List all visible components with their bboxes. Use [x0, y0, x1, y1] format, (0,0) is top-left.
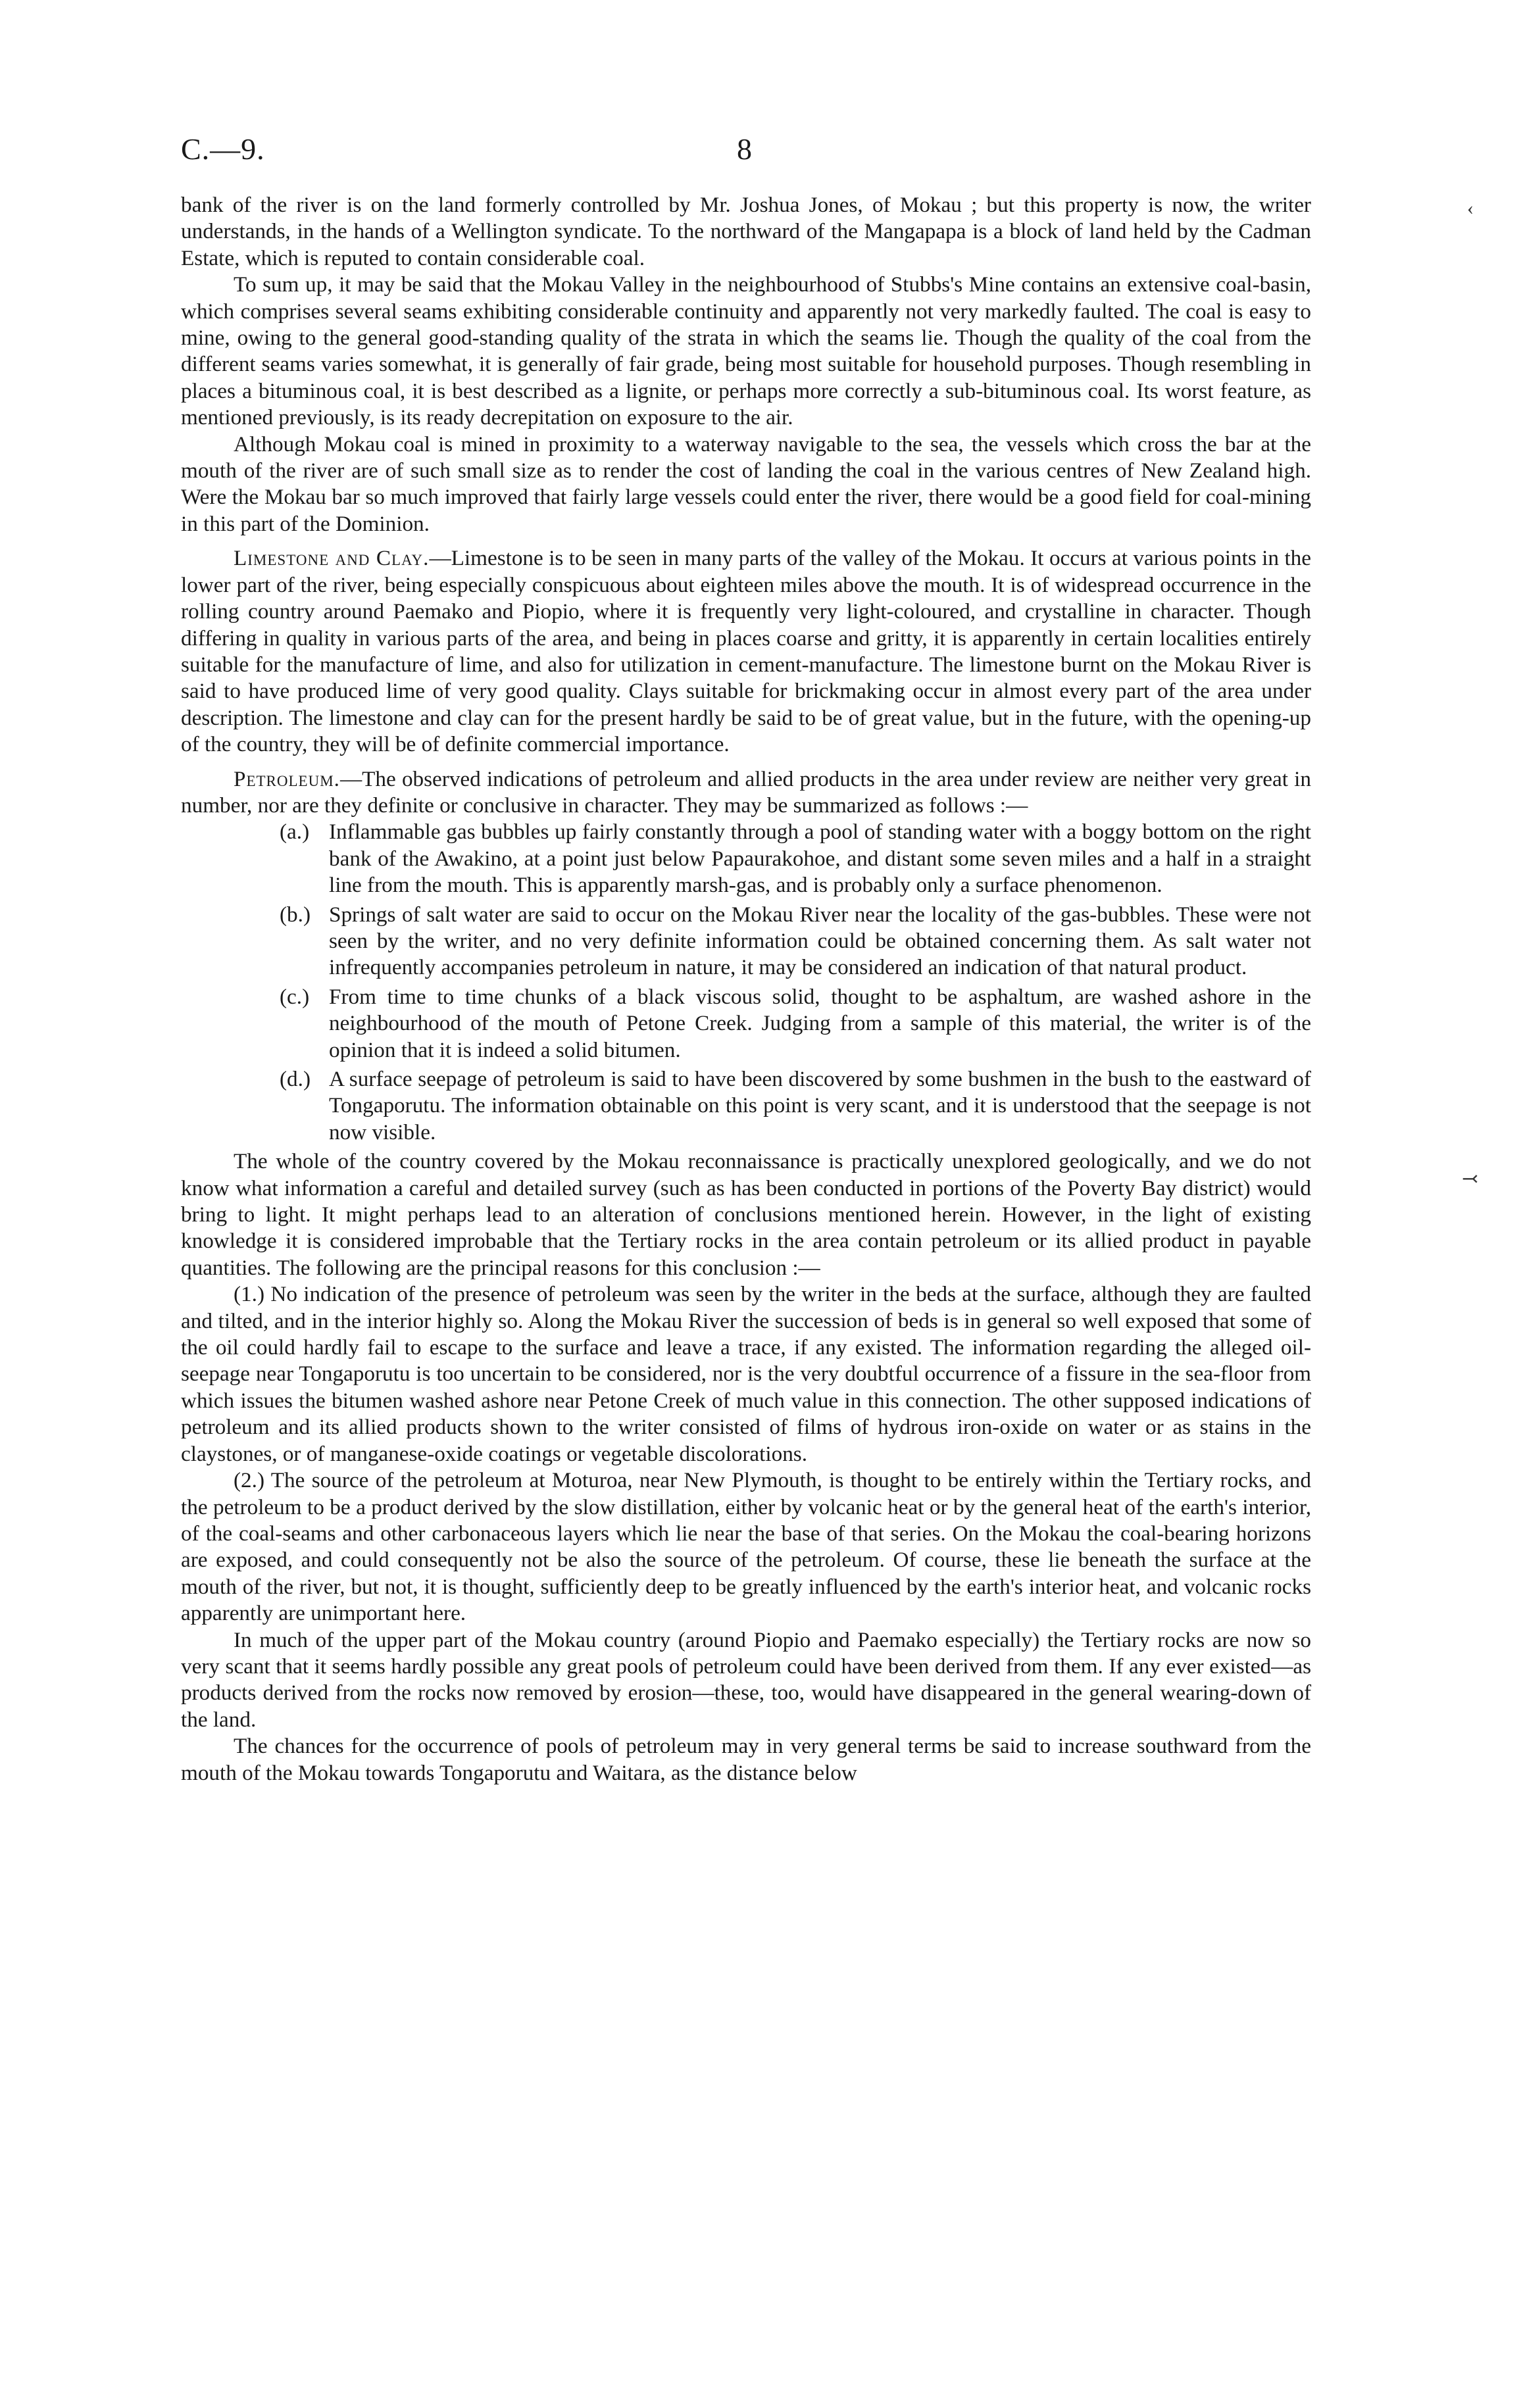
margin-mark-icon: ‹: [1467, 197, 1474, 219]
paragraph: In much of the upper part of the Mokau country (around Piopio and Paemako especially) the Tertiary rocks are now so very scant that it seems hardly possible any great pools of petroleum could have been derived from them. If any ever existed—as products derived from the rocks now removed by erosion—these, too, would have disappeared in the general wearing-down of the land.: [181, 1627, 1311, 1732]
section-heading-limestone: Limestone and Clay.: [234, 546, 430, 571]
limestone-text: —Limestone is to be seen in many parts of the valley of the Mokau. It occurs at various points in the lower part of the river, being especially conspicuous about eighteen miles above the mouth. It is of widespread occurrence in the rolling country around Paemako and Piopio, where it is frequently very light-coloured, and crystalline in character. Though differing in quality in various parts of the area, and being in places coarse and gritty, it is apparently in certain localities entirely suitable for the manufacture of lime, and also for utilization in cement-manufacture. The limestone burnt on the Mokau River is said to have produced lime of very good quality. Clays suitable for brickmaking occur in almost every part of the area under description. The limestone and clay can for the present hardly be said to be of great value, but in the future, with the opening-up of the country, they will be of definite commercial importance.: [181, 546, 1312, 757]
paragraph: (2.) The source of the petroleum at Moturoa, near New Plymouth, is thought to be entirely within the Tertiary rocks, and the petroleum to be a product derived by the slow distillation, either by volcanic heat or by the general heat of the earth's interior, of the coal-seams and other carbonaceous layers which lie near the base of that series. On the Mokau the coal-bearing horizons are exposed, and could consequently not be also the source of the petroleum. Of course, these lie beneath the surface at the mouth of the river, but not, it is thought, sufficiently deep to be greatly influenced by the earth's interior heat, and volcanic rocks apparently are unimportant here.: [181, 1468, 1311, 1626]
list-item: [181, 1066, 1311, 1146]
item-label: (b.): [280, 902, 311, 927]
list-item: [181, 984, 1311, 1064]
indication-list: [181, 819, 1311, 1146]
paragraph: The whole of the country covered by the Mokau reconnaissance is practically unexplored geologically, and we do not know what information a careful and detailed survey (such as has been conducted in portions of the Poverty Bay district) would bring to light. It might perhaps lead to an alteration of conclusions mentioned herein. However, in the light of existing knowledge it is considered improbable that the Tertiary rocks in the area contain petroleum or its allied product in payable quantities. The following are the principal reasons for this conclusion :—: [181, 1149, 1311, 1280]
item-label: (d.): [280, 1067, 311, 1091]
item-text: From time to time chunks of a black viscous solid, thought to be asphaltum, are washed ashore in the neighbourhood of the mouth of Petone Creek. Judging from a sample of this material, the writer is of the opinion that it is indeed a solid bitumen.: [329, 984, 1311, 1062]
list-item: [181, 902, 1311, 981]
limestone-section: [181, 545, 1311, 758]
item-label: (c.): [280, 984, 310, 1009]
item-text: Inflammable gas bubbles up fairly constantly through a pool of standing water with a boggy bottom on the right bank of the Awakino, at a point just below Papaurakohoe, and distant some seven miles and a half in a straight line from the mouth. This is apparently marsh-gas, and is probably only a surface phenomenon.: [329, 820, 1311, 898]
document-reference: C.—9.: [181, 132, 265, 166]
item-text: A surface seepage of petroleum is said to have been discovered by some bushmen in the bush to the eastward of Tongaporutu. The information obtainable on this point is very scant, and it is understood that the seepage is not now visible.: [329, 1067, 1311, 1144]
page-header: [181, 132, 1312, 178]
paragraph: bank of the river is on the land formerly controlled by Mr. Joshua Jones, of Mokau ; but this property is now, the writer understands, in the hands of a Wellington syndicate. To the northward of the Mangapapa is a block of land held by the Cadman Estate, which is reputed to contain considerable coal.: [181, 193, 1311, 270]
margin-mark-icon: ⤙: [1462, 1168, 1479, 1190]
section-heading-petroleum: Petroleum.: [234, 766, 340, 791]
paragraph: Although Mokau coal is mined in proximity to a waterway navigable to the sea, the vessels which cross the bar at the mouth of the river are of such small size as to render the cost of landing the coal in the various centres of New Zealand high. Were the Mokau bar so much improved that fairly large vessels could enter the river, there would be a good field for coal-mining in this part of the Dominion.: [181, 431, 1311, 536]
paragraph: The chances for the occurrence of pools of petroleum may in very general terms be said to increase southward from the mouth of the Mokau towards Tongaporutu and Waitara, as the distance below: [181, 1734, 1311, 1785]
petroleum-intro: —The observed indications of petroleum and allied products in the area under review are neither very great in number, nor are they definite or conclusive in character. They may be summarized as follows :—: [181, 766, 1311, 818]
item-text: Springs of salt water are said to occur on the Mokau River near the locality of the gas-bubbles. These were not seen by the writer, and no very definite information could be obtained concerning them. As salt water not infrequently accompanies petroleum in nature, it may be considered an indication of that natural product.: [329, 902, 1311, 980]
paragraph: (1.) No indication of the presence of petroleum was seen by the writer in the beds at the surface, although they are faulted and tilted, and in the interior highly so. Along the Mokau River the succession of beds is in general so well exposed that some of the oil could hardly fail to escape to the surface and leave a trace, if any existed. The information regarding the alleged oil-seepage near Tongaporutu is too uncertain to be considered, nor is the very doubtful occurrence of a fissure in the sea-floor from which issues the bitumen washed ashore near Petone Creek of much value in this connection. The other supposed indications of petroleum and its allied products shown to the writer consisted of films of hydrous iron-oxide on water or as stains in the claystones, or of manganese-oxide coatings or vegetable discolorations.: [181, 1282, 1311, 1466]
page-number: 8: [737, 132, 752, 166]
paragraph: To sum up, it may be said that the Mokau Valley in the neighbourhood of Stubbs's Mine contains an extensive coal-basin, which comprises several seams exhibiting considerable continuity and apparently not very markedly faulted. The coal is easy to mine, owing to the general good-standing quality of the strata in which the seams lie. Though the quality of the coal from the different seams varies somewhat, it is generally of fair grade, being most suitable for household purposes. Though resembling in places a bituminous coal, it is best described as a lignite, or perhaps more correctly a sub-bituminous coal. Its worst feature, as mentioned previously, is its ready decrepitation on exposure to the air.: [181, 272, 1311, 430]
item-label: (a.): [280, 820, 310, 845]
petroleum-section: [181, 766, 1311, 820]
body-text: [181, 192, 1311, 1786]
list-item: [181, 819, 1311, 898]
